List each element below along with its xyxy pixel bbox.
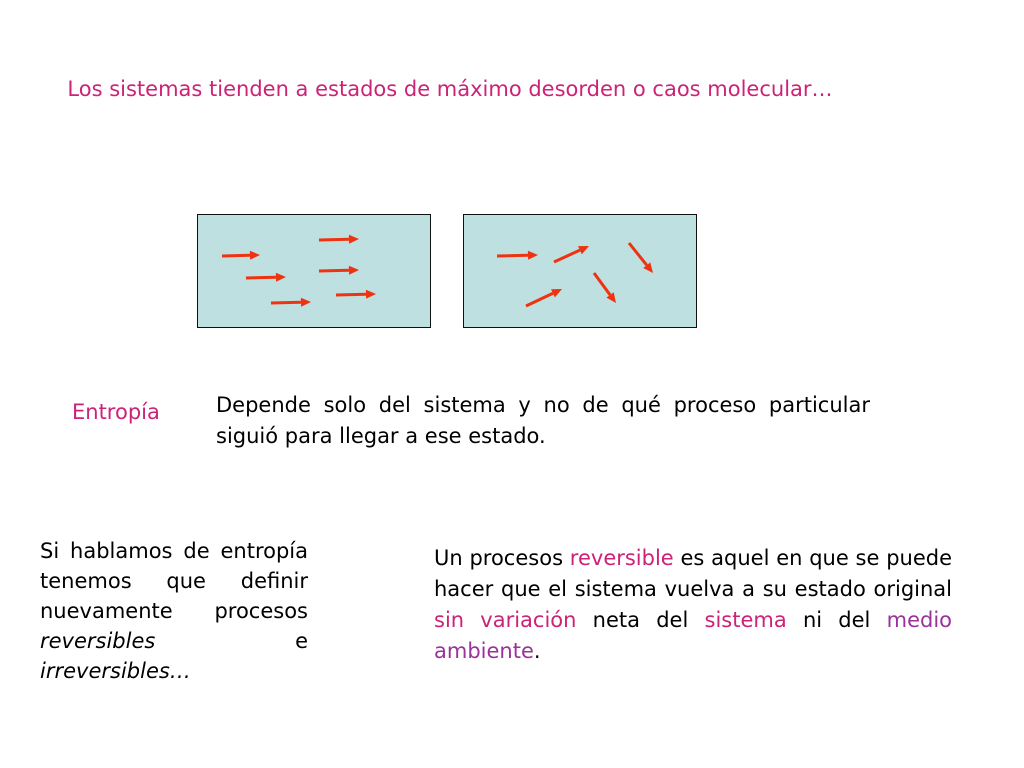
molecule-arrow-icon — [246, 273, 286, 282]
reversible-processes-note — [40, 536, 308, 686]
left-text-1: Si hablamos de entropía tenemos que definir nuevamente procesos — [40, 539, 308, 623]
left-italic-irreversibles: irreversibles… — [40, 659, 191, 683]
right-text-3: neta del — [576, 608, 705, 632]
molecule-arrow-icon — [319, 266, 359, 275]
left-text-2: e — [155, 629, 308, 653]
disordered-molecules-box — [463, 214, 697, 328]
molecule-arrow-icon — [629, 243, 653, 273]
highlight-sin-variacion: sin variación — [434, 608, 577, 632]
slide-title: Los sistemas tienden a estados de máximo desorden o caos molecular… — [67, 77, 833, 101]
molecule-arrow-icon — [271, 298, 311, 307]
disordered-arrows — [464, 215, 696, 327]
molecule-arrow-icon — [554, 246, 589, 262]
ordered-molecules-box — [197, 214, 431, 328]
molecule-arrow-icon — [526, 289, 562, 306]
molecule-arrow-icon — [319, 235, 359, 244]
right-text-1: Un procesos — [434, 546, 570, 570]
highlight-reversible: reversible — [569, 546, 674, 570]
molecule-arrow-icon — [222, 251, 260, 260]
left-italic-reversibles: reversibles — [40, 629, 156, 653]
molecule-arrow-icon — [497, 251, 538, 260]
right-text-2: es aquel en que se puede hacer que el sistema vuelva a su estado original — [434, 546, 953, 601]
entropy-label: Entropía — [72, 400, 160, 424]
highlight-sistema: sistema — [704, 608, 787, 632]
molecule-arrow-icon — [336, 290, 376, 299]
molecule-arrow-icon — [594, 273, 616, 303]
ordered-arrows — [198, 215, 430, 327]
reversible-process-definition — [434, 543, 952, 667]
entropy-definition: Depende solo del sistema y no de qué proceso particular siguió para llegar a ese estado. — [216, 393, 870, 448]
highlight-medio-ambiente: medio ambiente — [434, 608, 952, 663]
right-text-5: . — [533, 639, 541, 663]
right-text-4: ni del — [786, 608, 887, 632]
